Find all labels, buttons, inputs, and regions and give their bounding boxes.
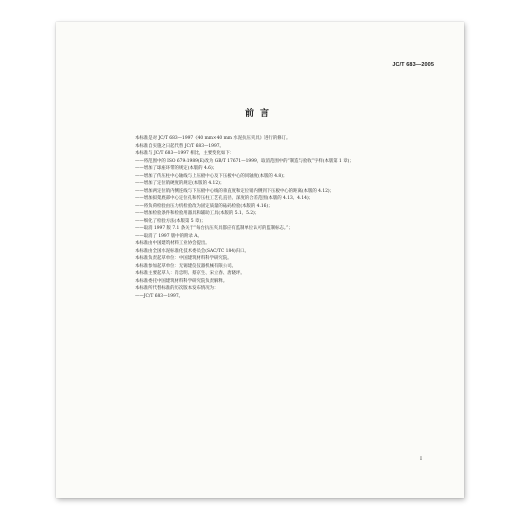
foreword-line: 本标准负责起草单位：中国建筑材料科学研究院。 [135,256,232,261]
foreword-line: ——细化了检验方法(本版第 5 章)； [135,218,206,224]
foreword-line: ——增加两定位销内侧连线与下压板中心线的垂直度和定位销内侧到下压板中心的距离(本版的 4.12)； [135,188,335,194]
foreword-line: 本标准是对 JC/T 683—1997《40 mm×40 mm 水泥抗压夹具》进行的修订。 [135,136,291,141]
foreword-line: ——增加检验条件和检验用器具和辅助工具(本版的 5.1、5.2)； [135,211,260,216]
standard-code: JC/T 683—2005 [392,62,434,68]
foreword-body [135,135,435,300]
foreword-line: ——增加拟架底部中心定位孔和传压柱工艺孔直径、深度的合差范围(本版的 4.13、4.14)； [135,196,314,201]
page-title: 前言 [244,109,275,119]
foreword-line: 本标准与 JC/T 683—1997 相比，主要变化如下： [135,151,235,156]
document-page [56,22,464,498]
foreword-line: ——取消了 1997 版中的附录 A。 [135,233,202,239]
foreword-line: 本标准主要起草人：肖忠明、蔡京生、宋立春、唐晓坪。 [135,271,245,276]
foreword-line: 本标准自实施之日起代替 JC/T 683—1997。 [135,143,224,149]
foreword-line: ——JC/T 683—1997。 [135,293,184,299]
foreword-line: 本标准参加起草单位：无锡建仪仪器机械有限公司。 [135,263,236,269]
page-number: I [420,456,422,462]
foreword-line: ——增加了球座环带的规定(本版的 4.6)； [135,166,218,171]
foreword-line: ——将范围中的 ISO 679:1989(E)改为 GB/T 17671—1999，取消范围中的“制造与验收”字样(本版第 1 章)； [135,158,354,164]
foreword-line: ——取消 1997 版 7.1 条关于“每台抗压夹具都应有监制单位认可的监制标志。”； [135,226,293,231]
foreword-line: 本标准所代替标准的历次版本发布情况为： [135,286,219,291]
foreword-line: ——增加了定位销硬度的规定(本版的 4.12)； [135,181,225,186]
foreword-line: ——增加了传压柱中心轴线与上压板中心及下压板中心的同轴度(本版的 4.8)； [135,173,288,179]
foreword-line: ——将负荷检验由压力机检验改为固定质量的砝码检验(本版的 4.16)； [135,203,273,209]
foreword-line: 本标准由全国水泥标准化技术委员会(SAC/TC 184)归口。 [135,248,249,254]
foreword-line: 本标准委托中国建筑材料科学研究院负责解释。 [135,278,228,284]
foreword-line: 本标准由中国建筑材料工业协会提出。 [135,241,210,246]
